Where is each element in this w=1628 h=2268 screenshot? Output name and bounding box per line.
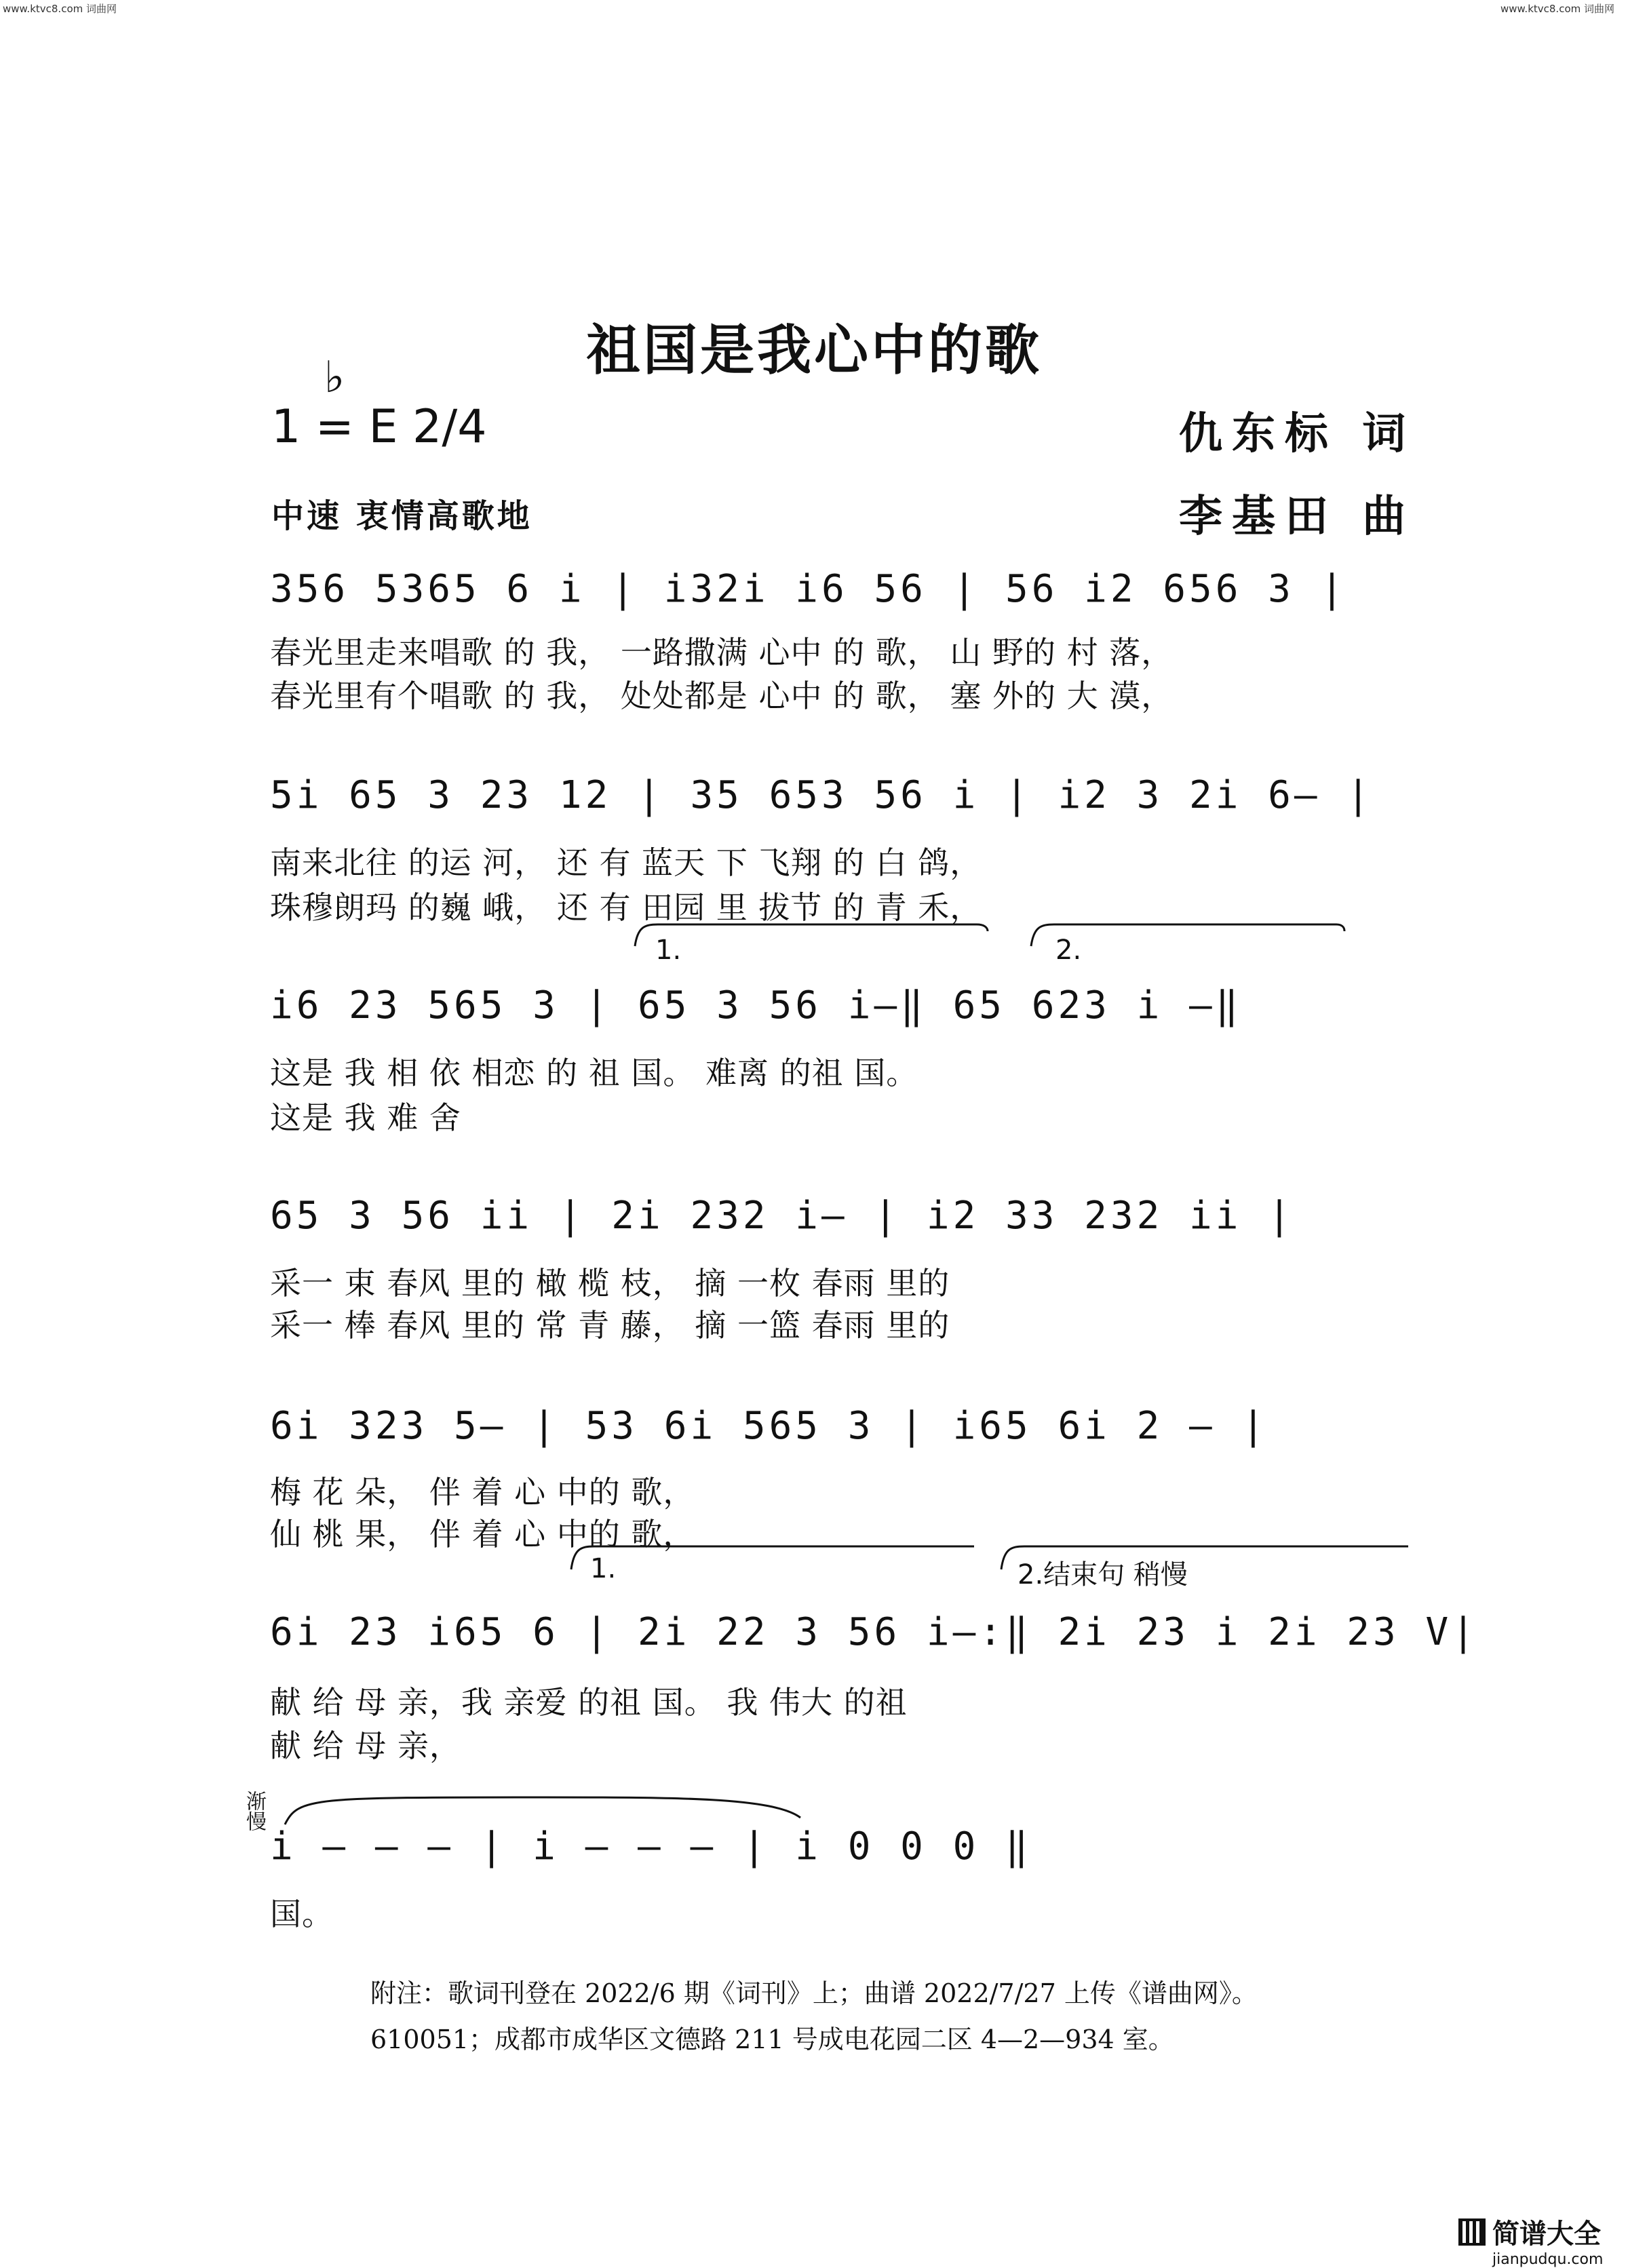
lyric-line: 这是 我 难 舍 — [270, 1099, 461, 1136]
notation-line: i — — — | i — — — | i 0 0 0 ‖ — [270, 1824, 1032, 1869]
logo-url: jianpudqu.com — [1492, 2251, 1604, 2268]
lyric-line: 珠穆朗玛 的巍 峨， 还 有 田园 里 拔节 的 青 禾， — [270, 889, 982, 926]
lyric-line: 梅 花 朵， 伴 着 心 中的 歌， — [270, 1474, 695, 1510]
volta-second: 2. — [1055, 935, 1082, 966]
watermark-top-right: www.ktvc8.com 词曲网 — [1500, 3, 1615, 15]
lyric-line: 春光里有个唱歌 的 我， 处处都是 心中 的 歌， 塞 外的 大 漠， — [270, 678, 1174, 714]
notation-line: 65 3 56 ii | 2i 232 i— | i2 33 232 ii | — [270, 1194, 1294, 1238]
volta-first: 1. — [655, 935, 682, 966]
lyric-line: 仙 桃 果， 伴 着 心 中的 歌， — [270, 1516, 695, 1552]
notation-line: i6 23 565 3 | 65 3 56 i—‖ 65 623 i —‖ — [270, 983, 1242, 1028]
key-signature: 1 = E 2/4 — [271, 400, 487, 454]
notation-line: 356 5365 6 i | i32i i6 56 | 56 i2 656 3 | — [270, 567, 1347, 611]
notation-line: 6i 23 i65 6 | 2i 22 3 56 i—:‖ 2i 23 i 2i 23 V| — [270, 1610, 1478, 1654]
footer-note: 附注：歌词刊登在 2022/6 期《词刊》上；曲谱 2022/7/27 上传《谱曲网》。 — [370, 1978, 1258, 2008]
lyric-line: 国。 — [270, 1896, 334, 1932]
lyric-line: 采一 棒 春风 里的 常 青 藤， 摘 一篮 春雨 里的 — [270, 1307, 950, 1344]
logo-name: 简谱大全 — [1492, 2218, 1601, 2250]
piano-icon — [1457, 2217, 1487, 2247]
lyric-line: 这是 我 相 依 相恋 的 祖 国。 难离 的祖 国。 — [270, 1055, 918, 1091]
lyric-line: 春光里走来唱歌 的 我， 一路撒满 心中 的 歌， 山 野的 村 落， — [270, 634, 1174, 671]
rit-mark: 渐慢 — [242, 1791, 266, 1831]
composer-credit: 李基田 曲 — [1179, 492, 1416, 542]
footer-address: 610051；成都市成华区文德路 211 号成电花园二区 4—2—934 室。 — [370, 2025, 1174, 2054]
flat-sign: ♭ — [324, 353, 345, 403]
lyricist-credit: 仇东标 词 — [1179, 409, 1416, 459]
notation-line: 6i 323 5— | 53 6i 565 3 | i65 6i 2 — | — [270, 1404, 1268, 1448]
site-logo — [1457, 2212, 1603, 2268]
lyric-line: 采一 束 春风 里的 橄 榄 枝， 摘 一枚 春雨 里的 — [270, 1265, 950, 1302]
tempo-marking: 中速 衷情高歌地 — [271, 497, 532, 535]
notation-line: 5i 65 3 23 12 | 35 653 56 i | i2 3 2i 6— | — [270, 773, 1374, 817]
volta-brackets — [631, 919, 1350, 966]
lyric-line: 献 给 母 亲， — [270, 1727, 461, 1764]
song-title: 祖国是我心中的歌 — [586, 319, 1042, 382]
lyric-line: 南来北往 的运 河， 还 有 蓝天 下 飞翔 的 白 鸽， — [270, 844, 982, 881]
volta-second: 2.结束句 稍慢 — [1018, 1559, 1188, 1590]
watermark-top-left: www.ktvc8.com 词曲网 — [3, 3, 117, 15]
volta-brackets — [567, 1540, 1415, 1587]
volta-first: 1. — [590, 1553, 617, 1584]
lyric-line: 献 给 母 亲，我 亲爱 的祖 国。 我 伟大 的祖 — [270, 1684, 908, 1721]
